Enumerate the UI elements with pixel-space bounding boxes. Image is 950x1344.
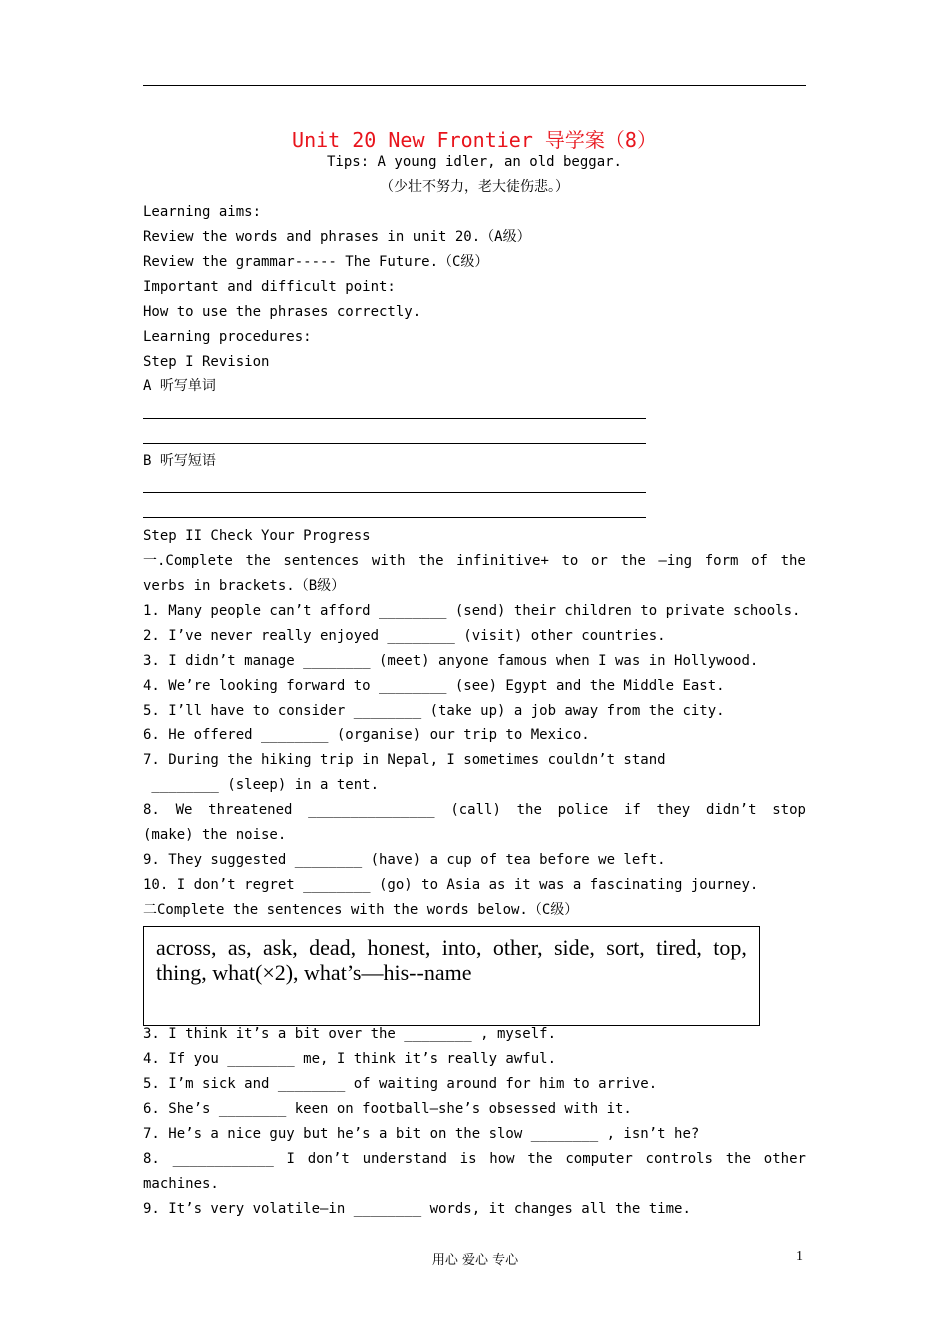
aim-1: Review the words and phrases in unit 20.（A级） <box>143 229 531 245</box>
word-bank-word: as, <box>227 935 252 960</box>
exercise-item: 10. I don’t regret ________ (go) to Asia as it was a fascinating journey. <box>143 877 759 893</box>
page-number: 1 <box>796 1249 803 1264</box>
item-word: if <box>623 802 641 818</box>
answer-line <box>143 418 646 419</box>
item-word: computer <box>565 1151 633 1167</box>
exercise-item: 4. We’re looking forward to ________ (see) Egypt and the Middle East. <box>143 678 725 694</box>
learning-aims-label: Learning aims: <box>143 204 262 220</box>
answer-line <box>143 517 646 518</box>
item-word: stop <box>772 802 806 818</box>
word-bank-box <box>143 926 760 1026</box>
exercise-item: 7. During the hiking trip in Nepal, I sometimes couldn’t stand <box>143 752 666 768</box>
procedures-label: Learning procedures: <box>143 329 312 345</box>
word-bank-word: top, <box>713 935 747 960</box>
item-word: is <box>459 1151 477 1167</box>
item-word: controls <box>645 1151 713 1167</box>
step-1-a-label: A 听写单词 <box>143 378 216 394</box>
step-1-b-label: B 听写短语 <box>143 453 216 469</box>
important-label: Important and difficult point: <box>143 279 396 295</box>
item-word: _______________ <box>308 802 435 818</box>
instruction-word: sentences <box>283 553 360 569</box>
instruction-word: form <box>704 553 739 569</box>
tips-chinese-line: （少壮不努力，老大徒伤悲。） <box>380 179 569 195</box>
exercise-item <box>143 800 806 820</box>
exercise-item <box>143 1149 806 1169</box>
word-bank-line-1 <box>156 935 747 960</box>
step-1-heading: Step I Revision <box>143 354 270 370</box>
header-rule <box>143 85 806 86</box>
exercise-item: 5. I’m sick and ________ of waiting around for him to arrive. <box>143 1076 658 1092</box>
item-word: I <box>286 1151 295 1167</box>
item-word: the <box>527 1151 553 1167</box>
answer-line <box>143 492 646 493</box>
exercise-item: 4. If you ________ me, I think it’s really awful. <box>143 1051 557 1067</box>
instruction-word: to <box>561 553 579 569</box>
exercise-item: 7. He’s a nice guy but he’s a bit on the slow ________ , isn’t he? <box>143 1126 700 1142</box>
part-2-instruction: 二Complete the sentences with the words below.（C级） <box>143 902 579 918</box>
item-word: they <box>656 802 691 818</box>
word-bank-word: honest, <box>367 935 431 960</box>
word-bank-line-2: thing, what(×2), what’s—his--name <box>156 960 472 985</box>
item-word: ____________ <box>172 1151 274 1167</box>
instruction-word: –ing <box>658 553 693 569</box>
exercise-item: 6. She’s ________ keen on football—she’s obsessed with it. <box>143 1101 632 1117</box>
item-word: threatened <box>208 802 293 818</box>
exercise-item-cont: ________ (sleep) in a tent. <box>143 777 380 793</box>
item-word: police <box>557 802 609 818</box>
instruction-word: the <box>780 553 806 569</box>
page-title: Unit 20 New Frontier 导学案（8） <box>292 128 657 152</box>
word-bank-word: across, <box>156 935 217 960</box>
exercise-item-cont: (make) the noise. <box>143 827 287 843</box>
part-1-instruction-cont: verbs in brackets.（B级） <box>143 578 346 594</box>
word-bank-word: into, <box>441 935 482 960</box>
step-2-heading: Step II Check Your Progress <box>143 528 371 544</box>
tips-line: Tips: A young idler, an old beggar. <box>326 154 622 170</box>
footer-text: 用心 爱心 专心 <box>431 1253 519 1268</box>
exercise-item-cont: machines. <box>143 1176 219 1192</box>
item-word: (call) <box>450 802 501 818</box>
item-word: 8. <box>143 1151 160 1167</box>
exercise-item: 6. He offered ________ (organise) our trip to Mexico. <box>143 727 590 743</box>
word-bank-word: dead, <box>309 935 357 960</box>
instruction-word: with <box>371 553 406 569</box>
exercise-item: 2. I’ve never really enjoyed ________ (visit) other countries. <box>143 628 666 644</box>
item-word: 8. <box>143 802 160 818</box>
item-word: how <box>489 1151 515 1167</box>
item-word: other <box>763 1151 806 1167</box>
answer-line <box>143 443 646 444</box>
part-1-instruction <box>143 551 806 571</box>
word-bank-word: side, <box>553 935 595 960</box>
important-text: How to use the phrases correctly. <box>143 304 422 320</box>
instruction-word: 一.Complete <box>143 553 233 569</box>
instruction-word: or <box>590 553 608 569</box>
instruction-word: the <box>620 553 646 569</box>
word-bank-word: tired, <box>656 935 702 960</box>
exercise-item: 1. Many people can’t afford ________ (send) their children to private schools. <box>143 603 801 619</box>
word-bank-word: ask, <box>262 935 298 960</box>
word-bank-word: sort, <box>606 935 645 960</box>
instruction-word: of <box>751 553 768 569</box>
item-word: understand <box>362 1151 447 1167</box>
exercise-item: 3. I think it’s a bit over the ________ , myself. <box>143 1026 557 1042</box>
item-word: don’t <box>307 1151 350 1167</box>
word-bank-word: other, <box>492 935 543 960</box>
aim-2: Review the grammar----- The Future.（C级） <box>143 254 489 270</box>
exercise-item: 9. It’s very volatile—in ________ words, it changes all the time. <box>143 1201 691 1217</box>
item-word: didn’t <box>705 802 757 818</box>
item-word: the <box>516 802 542 818</box>
item-word: We <box>175 802 193 818</box>
exercise-item: 9. They suggested ________ (have) a cup of tea before we left. <box>143 852 666 868</box>
exercise-item: 5. I’ll have to consider ________ (take up) a job away from the city. <box>143 703 725 719</box>
exercise-item: 3. I didn’t manage ________ (meet) anyone famous when I was in Hollywood. <box>143 653 759 669</box>
instruction-word: infinitive+ <box>456 553 549 569</box>
instruction-word: the <box>245 553 271 569</box>
instruction-word: the <box>418 553 444 569</box>
item-word: the <box>725 1151 752 1167</box>
